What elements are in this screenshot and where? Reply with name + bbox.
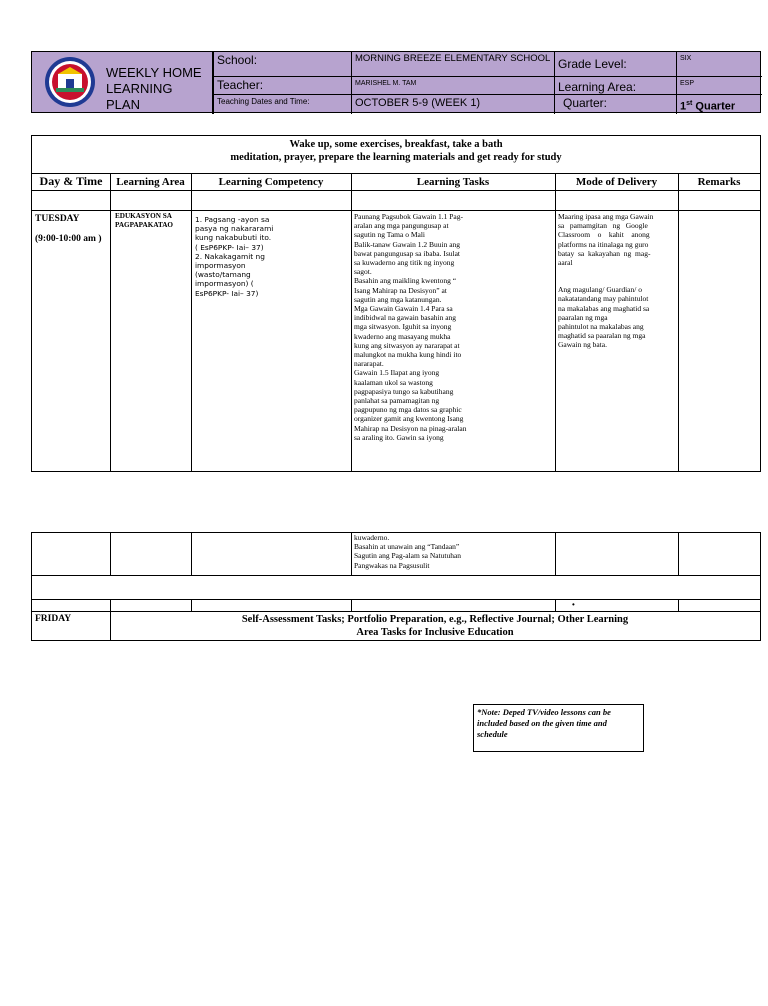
col-learning-area: Learning Area — [116, 175, 185, 188]
dates-value: OCTOBER 5-9 (WEEK 1) — [355, 97, 481, 109]
quarter-label-cell — [555, 95, 677, 114]
task-line: sa araling ito. Gawin sa iyong — [354, 432, 444, 442]
competency-line: (wasto/tamang — [195, 270, 251, 280]
task-line: kung ang sitwasyon ay nararapat at — [354, 340, 460, 350]
task-line: nararapat. — [354, 359, 384, 369]
tuesday-competency — [195, 215, 345, 298]
header-table — [31, 51, 761, 113]
grade-value: SIX — [680, 55, 692, 62]
task-line: aralan ang mga pangungusap at — [354, 221, 449, 231]
mode-block-1 — [558, 212, 676, 267]
task-line: Pangwakas na Pagsusulit — [354, 560, 430, 570]
competency-line: ( EsP6PKP- Iai– 37) — [195, 242, 264, 252]
task-line: mga sitwasyon. Iguhit sa inyong — [354, 322, 452, 332]
task-line: bawat pangungusap sa ibaba. Isulat — [354, 248, 461, 258]
weekly-plan-table — [31, 135, 761, 472]
note-box — [473, 704, 644, 752]
logo-title-cell — [32, 52, 213, 114]
competency-line: 2. Nakakagamit ng — [195, 251, 265, 261]
dates-label: Teaching Dates and Time: — [217, 97, 310, 106]
school-value-cell — [352, 52, 555, 77]
task-line: sagutin ang mga katanungan. — [354, 294, 442, 304]
task-line: organizer gamit ang kwentong Isang — [354, 414, 464, 424]
mode-line: paaralan ng mga — [558, 312, 608, 322]
task-line: kuwaderno. — [354, 533, 390, 542]
dates-value-cell — [352, 95, 555, 114]
friday-line2: Area Tasks for Inclusive Education — [356, 627, 514, 638]
mode-line: maghatid sa paaralan ng mga — [558, 331, 646, 341]
task-line: sagot. — [354, 267, 372, 277]
task-line: sagutin ng Tama o Mali — [354, 230, 425, 240]
teacher-value: MARISHEL M. TAM — [355, 80, 417, 87]
teacher-value-cell — [352, 77, 555, 95]
tuesday-time: (9:00-10:00 am ) — [35, 234, 102, 244]
mode-line: batay sa kakayahan ng mag- — [558, 248, 651, 258]
grade-value-cell — [677, 52, 762, 77]
mode-line: platforms na itinalaga ng guro — [558, 239, 649, 249]
task-line: pagpupuno ng mga datos sa graphic — [354, 405, 462, 415]
competency-line: impormasyon — [195, 261, 246, 271]
task-line: kaalaman ukol sa wastong — [354, 377, 433, 387]
dates-label-cell — [213, 95, 352, 114]
col-learning-tasks: Learning Tasks — [416, 175, 490, 188]
friday-line1: Self-Assessment Tasks; Portfolio Preparation, e.g., Reflective Journal; Other Learning — [241, 614, 629, 625]
task-line: Basahin at unawain ang “Tandaan” — [354, 542, 460, 552]
note-line3: schedule — [477, 729, 508, 739]
area-label: Learning Area: — [558, 80, 637, 94]
task-line: Gawain 1.5 Ilapat ang iyong — [354, 368, 440, 378]
routine-line2: meditation, prayer, prepare the learning materials and get ready for study — [230, 152, 562, 163]
school-label: School: — [217, 53, 258, 67]
school-seal-logo — [44, 56, 96, 108]
tuesday-tasks — [354, 212, 554, 442]
task-line: Basahin ang maikling kwentong “ — [354, 276, 457, 286]
tuesday-day: TUESDAY — [35, 214, 80, 224]
task-line: Isang Mahirap na Desisyon” at — [354, 285, 447, 295]
continuation-tasks — [354, 533, 554, 570]
task-line: malungkot na mukha kung hindi ito — [354, 350, 462, 360]
mode-line: na makalabas ang maghatid sa — [558, 303, 650, 313]
mode-line: Gawain ng bata. — [558, 340, 607, 350]
friday-day: FRIDAY — [35, 614, 72, 624]
area-label-cell — [555, 77, 677, 95]
competency-line: EsP6PKP- Iai– 37) — [195, 288, 259, 298]
grade-label-cell — [555, 52, 677, 77]
competency-line: kung nakabubuti ito. — [195, 233, 272, 243]
friday-tasks — [111, 613, 759, 639]
mode-line: Maaring ipasa ang mga Gawain — [558, 212, 654, 221]
competency-line: pasya ng nakararami — [195, 224, 274, 234]
plan-title-line2: LEARNING PLAN — [106, 81, 173, 112]
teacher-label: Teacher: — [217, 78, 264, 92]
grade-label: Grade Level: — [558, 57, 627, 71]
tuesday-area: EDUKASYON SA PAGPAPAKATAO — [115, 212, 174, 229]
col-mode-of-delivery: Mode of Delivery — [575, 175, 658, 188]
mode-line: sa pamamgitan ng Google — [558, 221, 648, 231]
col-day-time: Day & Time — [39, 174, 103, 188]
bullet-mark: • — [572, 600, 575, 609]
mode-line: nakatatandang may pahintulot — [558, 294, 649, 304]
competency-line: 1. Pagsang -ayon sa — [195, 215, 270, 224]
competency-line: impormasyon) ( — [195, 279, 254, 289]
mode-line: aaral — [558, 258, 573, 268]
task-line: Mga Gawain Gawain 1.4 Para sa — [354, 304, 453, 314]
quarter-value-cell — [677, 95, 762, 114]
task-line: Paunang Pagsubok Gawain 1.1 Pag- — [354, 212, 463, 221]
col-remarks: Remarks — [697, 175, 741, 188]
task-line: panlahat sa pamamagitan ng — [354, 396, 440, 406]
tuesday-day-cell — [35, 213, 109, 245]
task-line: Mahirap na Desisyon na pinag-aralan — [354, 423, 467, 433]
task-line: pagpapasiya tungo sa kabutihang — [354, 386, 454, 396]
mode-block-2 — [558, 285, 676, 349]
quarter-label: Quarter: — [563, 96, 608, 110]
col-learning-competency: Learning Competency — [218, 175, 324, 188]
mode-line: Ang magulang/ Guardian/ o — [558, 285, 642, 295]
quarter-value: 1st Quarter — [680, 100, 736, 113]
school-value: MORNING BREEZE ELEMENTARY SCHOOL — [355, 53, 551, 64]
task-line: kwaderno ang masayang mukha — [354, 331, 451, 341]
area-value-cell — [677, 77, 762, 95]
note-line1: *Note: Deped TV/video lessons can be — [477, 707, 611, 717]
note-line2: included based on the given time and — [477, 718, 607, 728]
school-label-cell — [213, 52, 352, 77]
task-line: indibidwal na gawain basahin ang — [354, 313, 457, 323]
mode-line: pahintulot na makalabas ang — [558, 322, 644, 332]
teacher-label-cell — [213, 77, 352, 95]
column-header-row — [32, 173, 760, 190]
routine-line1: Wake up, some exercises, breakfast, take a bath — [289, 139, 503, 150]
plan-title-line1: WEEKLY HOME — [106, 65, 202, 80]
routine-row — [32, 136, 760, 173]
task-line: sa kuwaderno ang titik ng inyong — [354, 258, 455, 268]
area-value: ESP — [680, 80, 695, 87]
mode-line: Classroom o kahit anong — [558, 230, 650, 240]
task-line: Sagutin ang Pag-alam sa Natutuhan — [354, 551, 462, 561]
continuation-table — [31, 532, 761, 641]
task-line: Balik-tanaw Gawain 1.2 Buuin ang — [354, 239, 461, 249]
tuesday-mode — [558, 212, 676, 350]
